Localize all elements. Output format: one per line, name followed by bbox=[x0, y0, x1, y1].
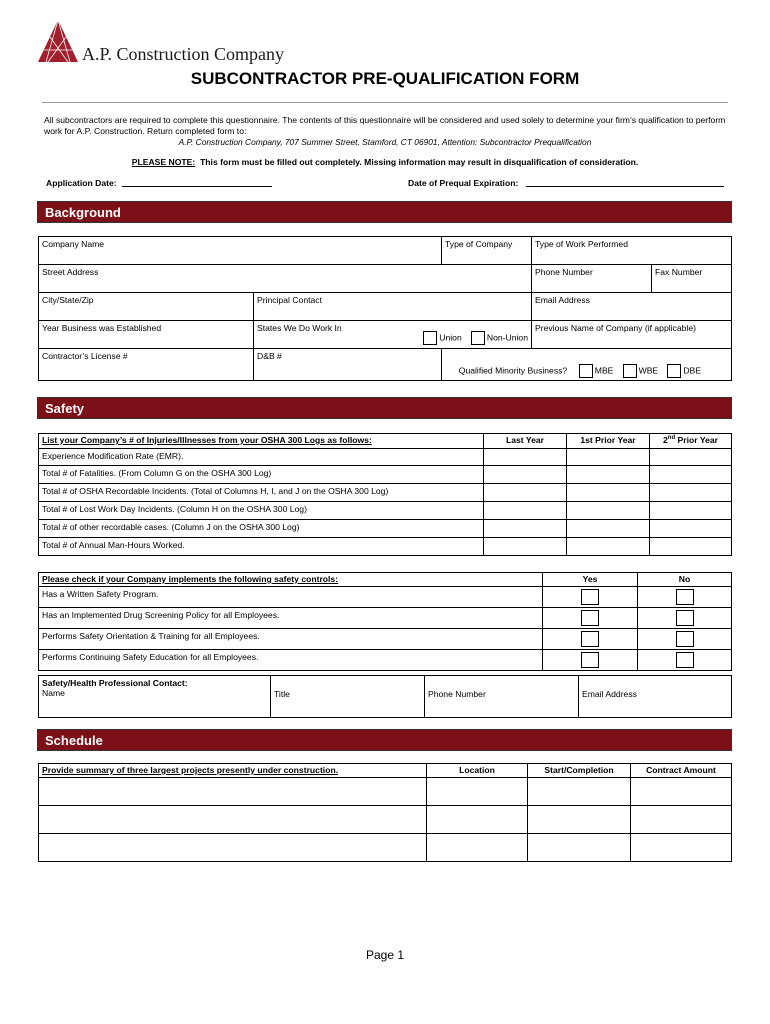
type-of-company-label: Type of Company bbox=[445, 239, 513, 249]
project-cell[interactable] bbox=[427, 806, 528, 834]
no-cell bbox=[638, 650, 732, 671]
osha-cell[interactable] bbox=[567, 538, 650, 556]
company-logo-icon bbox=[38, 20, 78, 62]
mbe-checkbox[interactable] bbox=[579, 364, 593, 378]
street-address-label: Street Address bbox=[42, 267, 99, 277]
wbe-checkbox[interactable] bbox=[623, 364, 637, 378]
states-work-in-field[interactable] bbox=[254, 321, 532, 349]
contact-email-label: Email Address bbox=[582, 689, 637, 699]
street-address-field[interactable] bbox=[39, 265, 532, 293]
non-union-label: Non-Union bbox=[486, 332, 528, 343]
project-cell[interactable] bbox=[39, 778, 427, 806]
project-cell[interactable] bbox=[631, 806, 732, 834]
no-checkbox[interactable] bbox=[676, 631, 694, 647]
project-cell[interactable] bbox=[631, 834, 732, 862]
no-checkbox[interactable] bbox=[676, 652, 694, 668]
col-last-year: Last Year bbox=[484, 434, 567, 449]
email-address-field[interactable] bbox=[532, 293, 732, 321]
col-yes: Yes bbox=[543, 573, 638, 587]
contact-phone-field[interactable] bbox=[425, 676, 579, 718]
contact-email-field[interactable] bbox=[579, 676, 732, 718]
dbe-checkbox[interactable] bbox=[667, 364, 681, 378]
osha-row: Total # of OSHA Recordable Incidents. (Total of Columns H, I, and J on the OSHA 300 Log) bbox=[39, 484, 484, 502]
fax-number-field[interactable] bbox=[652, 265, 732, 293]
osha-row: Experience Modification Rate (EMR). bbox=[39, 449, 484, 466]
project-cell[interactable] bbox=[528, 806, 631, 834]
project-cell[interactable] bbox=[39, 834, 427, 862]
osha-cell[interactable] bbox=[567, 466, 650, 484]
no-checkbox[interactable] bbox=[676, 610, 694, 626]
project-cell[interactable] bbox=[528, 834, 631, 862]
no-checkbox[interactable] bbox=[676, 589, 694, 605]
no-cell bbox=[638, 608, 732, 629]
year-established-field[interactable] bbox=[39, 321, 254, 349]
col-start-completion: Start/Completion bbox=[528, 764, 631, 778]
osha-list-header bbox=[39, 434, 484, 449]
safety-contact-table bbox=[38, 675, 732, 718]
non-union-checkbox[interactable] bbox=[471, 331, 485, 345]
minority-business-field bbox=[442, 349, 732, 381]
osha-cell[interactable] bbox=[650, 484, 732, 502]
osha-cell[interactable] bbox=[650, 502, 732, 520]
schedule-summary-text: Provide summary of three largest projects presently under construction. bbox=[42, 765, 339, 775]
control-row: Has an Implemented Drug Screening Policy for all Employees. bbox=[39, 608, 543, 629]
contact-title-label: Title bbox=[274, 689, 290, 699]
fax-number-label: Fax Number bbox=[655, 267, 703, 277]
osha-cell[interactable] bbox=[484, 538, 567, 556]
osha-cell[interactable] bbox=[567, 520, 650, 538]
yes-checkbox[interactable] bbox=[581, 631, 599, 647]
contact-name-label: Name bbox=[42, 688, 65, 698]
no-cell bbox=[638, 629, 732, 650]
osha-list-header-text: List your Company’s # of Injuries/Illnesses from your OSHA 300 Logs as follows: bbox=[42, 435, 372, 445]
col-contract-amount: Contract Amount bbox=[631, 764, 732, 778]
osha-row: Total # of Annual Man-Hours Worked. bbox=[39, 538, 484, 556]
contact-title-field[interactable] bbox=[271, 676, 425, 718]
schedule-summary-header bbox=[39, 764, 427, 778]
company-name: A.P. Construction Company bbox=[82, 44, 285, 64]
controls-header-text: Please check if your Company implements the following safety controls: bbox=[42, 574, 339, 584]
city-state-zip-field[interactable] bbox=[39, 293, 254, 321]
phone-number-field[interactable] bbox=[532, 265, 652, 293]
osha-cell[interactable] bbox=[484, 520, 567, 538]
osha-row: Total # of Fatalities. (From Column G on the OSHA 300 Log) bbox=[39, 466, 484, 484]
yes-checkbox[interactable] bbox=[581, 610, 599, 626]
contact-header: Safety/Health Professional Contact: bbox=[42, 678, 188, 688]
schedule-table bbox=[38, 763, 732, 862]
page-number: Page 1 bbox=[365, 948, 405, 962]
background-table bbox=[38, 236, 732, 381]
background-section-header: Background bbox=[37, 201, 732, 223]
please-note bbox=[0, 157, 770, 167]
states-work-in-label: States We Do Work In bbox=[257, 323, 342, 333]
yes-cell bbox=[543, 629, 638, 650]
osha-cell[interactable] bbox=[567, 502, 650, 520]
principal-contact-field[interactable] bbox=[254, 293, 532, 321]
osha-cell[interactable] bbox=[484, 484, 567, 502]
second-prior-number: 2 bbox=[663, 435, 668, 445]
col-first-prior-year: 1st Prior Year bbox=[567, 434, 650, 449]
phone-number-label: Phone Number bbox=[535, 267, 593, 277]
yes-cell bbox=[543, 587, 638, 608]
osha-cell[interactable] bbox=[650, 466, 732, 484]
wbe-label: WBE bbox=[638, 365, 659, 376]
mbe-label: MBE bbox=[594, 365, 614, 376]
year-established-label: Year Business was Established bbox=[42, 323, 162, 333]
osha-cell[interactable] bbox=[567, 449, 650, 466]
yes-checkbox[interactable] bbox=[581, 652, 599, 668]
no-cell bbox=[638, 587, 732, 608]
header-divider bbox=[42, 102, 728, 103]
type-of-work-label: Type of Work Performed bbox=[535, 239, 628, 249]
osha-cell[interactable] bbox=[484, 502, 567, 520]
osha-cell[interactable] bbox=[484, 466, 567, 484]
control-row: Performs Safety Orientation & Training for all Employees. bbox=[39, 629, 543, 650]
schedule-section-header: Schedule bbox=[37, 729, 732, 751]
osha-cell[interactable] bbox=[650, 449, 732, 466]
minority-business-label: Qualified Minority Business? bbox=[458, 365, 568, 376]
expiration-date-label: Date of Prequal Expiration: bbox=[408, 178, 519, 188]
yes-checkbox[interactable] bbox=[581, 589, 599, 605]
contact-phone-label: Phone Number bbox=[428, 689, 486, 699]
form-title: SUBCONTRACTOR PRE-QUALIFICATION FORM bbox=[190, 69, 580, 88]
note-label: PLEASE NOTE: bbox=[131, 157, 196, 167]
osha-logs-table bbox=[38, 433, 732, 556]
control-row: Has a Written Safety Program. bbox=[39, 587, 543, 608]
previous-name-label: Previous Name of Company (if applicable) bbox=[535, 323, 696, 333]
application-date-label: Application Date: bbox=[46, 178, 117, 188]
company-name-label: Company Name bbox=[42, 239, 105, 249]
expiration-date-field[interactable] bbox=[526, 186, 724, 187]
dbe-label: DBE bbox=[683, 365, 701, 376]
union-label: Union bbox=[439, 332, 462, 343]
second-prior-text: Prior Year bbox=[675, 435, 718, 445]
type-of-company-field[interactable] bbox=[442, 237, 532, 265]
email-address-label: Email Address bbox=[535, 295, 590, 305]
yes-cell bbox=[543, 608, 638, 629]
second-prior-superscript: nd bbox=[667, 435, 676, 442]
project-cell[interactable] bbox=[427, 778, 528, 806]
company-name-field[interactable] bbox=[39, 237, 442, 265]
dnb-field[interactable] bbox=[254, 349, 442, 381]
col-second-prior-year bbox=[650, 434, 732, 449]
safety-controls-table bbox=[38, 572, 732, 671]
application-date-field[interactable] bbox=[122, 186, 272, 187]
col-location: Location bbox=[427, 764, 528, 778]
dnb-label: D&B # bbox=[257, 351, 282, 361]
intro-text: All subcontractors are required to complete this questionnaire. The contents of this questionnaire will be considered and used solely to determine your firm’s qualification to perform work for A.P. Construction. Return completed form to: bbox=[44, 115, 726, 136]
project-cell[interactable] bbox=[39, 806, 427, 834]
return-address: A.P. Construction Company, 707 Summer Street, Stamford, CT 06901, Attention: Subcontractor Prequalification bbox=[178, 137, 592, 147]
controls-header bbox=[39, 573, 543, 587]
yes-cell bbox=[543, 650, 638, 671]
project-cell[interactable] bbox=[631, 778, 732, 806]
osha-row: Total # of Lost Work Day Incidents. (Column H on the OSHA 300 Log) bbox=[39, 502, 484, 520]
project-cell[interactable] bbox=[528, 778, 631, 806]
osha-cell[interactable] bbox=[567, 484, 650, 502]
type-of-work-field[interactable] bbox=[532, 237, 732, 265]
safety-section-header: Safety bbox=[37, 397, 732, 419]
osha-row: Total # of other recordable cases. (Column J on the OSHA 300 Log) bbox=[39, 520, 484, 538]
license-label: Contractor’s License # bbox=[42, 351, 128, 361]
osha-cell[interactable] bbox=[650, 538, 732, 556]
city-state-zip-label: City/State/Zip bbox=[42, 295, 94, 305]
project-cell[interactable] bbox=[427, 834, 528, 862]
col-no: No bbox=[638, 573, 732, 587]
principal-contact-label: Principal Contact bbox=[257, 295, 322, 305]
osha-cell[interactable] bbox=[484, 449, 567, 466]
license-field[interactable] bbox=[39, 349, 254, 381]
osha-cell[interactable] bbox=[650, 520, 732, 538]
union-checkbox[interactable] bbox=[423, 331, 437, 345]
control-row: Performs Continuing Safety Education for all Employees. bbox=[39, 650, 543, 671]
contact-name-field[interactable] bbox=[39, 676, 271, 718]
note-text: This form must be filled out completely. Missing information may result in disqualification of consideration. bbox=[200, 157, 639, 167]
previous-name-field[interactable] bbox=[532, 321, 732, 349]
